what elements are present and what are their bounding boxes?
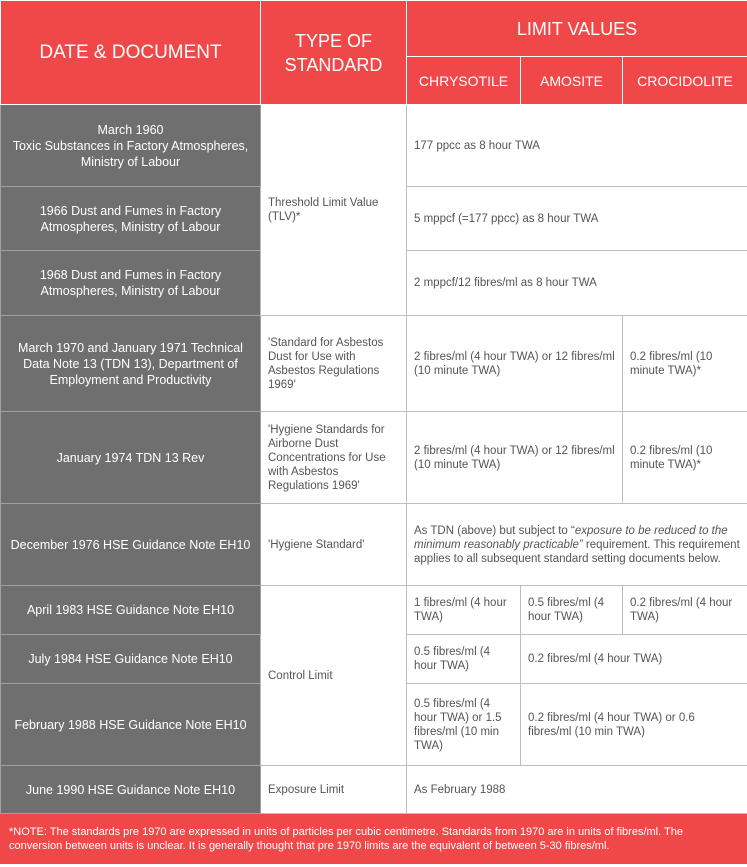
value-cell-chrysotile: 0.5 fibres/ml (4 hour TWA) or 1.5 fibres/ml (10 min TWA) xyxy=(407,684,521,766)
type-cell: Exposure Limit xyxy=(261,766,407,814)
table-row xyxy=(1,504,747,586)
date-cell: February 1988 HSE Guidance Note EH10 xyxy=(1,684,261,766)
header-type-of-standard: TYPE OF STANDARD xyxy=(261,1,407,105)
type-cell: 'Hygiene Standards for Airborne Dust Concentrations for Use with Asbestos Regulations 1969' xyxy=(261,412,407,504)
type-cell-control-limit: Control Limit xyxy=(261,586,407,766)
value-cell xyxy=(407,504,747,586)
table-row xyxy=(1,412,747,504)
header-date-document: DATE & DOCUMENT xyxy=(1,1,261,105)
table-row xyxy=(1,316,747,412)
value-cell-chrysotile: 0.5 fibres/ml (4 hour TWA) xyxy=(407,635,521,684)
table-row xyxy=(1,105,747,187)
date-cell: April 1983 HSE Guidance Note EH10 xyxy=(1,586,261,635)
type-cell: 'Hygiene Standard' xyxy=(261,504,407,586)
date-cell: 1966 Dust and Fumes in Factory Atmospheres, Ministry of Labour xyxy=(1,187,261,251)
value-cell-chrysotile: 1 fibres/ml (4 hour TWA) xyxy=(407,586,521,635)
table-row xyxy=(1,586,747,635)
date-line-2: Toxic Substances in Factory Atmospheres, Ministry of Labour xyxy=(12,138,249,169)
header-limit-values: LIMIT VALUES xyxy=(407,1,747,57)
table-row xyxy=(1,766,747,814)
header-chrysotile: CHRYSOTILE xyxy=(407,57,521,105)
header-amosite: AMOSITE xyxy=(521,57,623,105)
value-italic: exposure to be reduced to the minimum reasonably practicable” xyxy=(414,524,728,551)
value-cell-crocidolite: 0.2 fibres/ml (10 minute TWA)* xyxy=(623,412,747,504)
date-line-1: March 1960 xyxy=(97,122,164,137)
value-cell-amosite: 0.5 fibres/ml (4 hour TWA) xyxy=(521,586,623,635)
footnote: *NOTE: The standards pre 1970 are expressed in units of particles per cubic centimetre. Standards from 1970 are in units of fibres/ml. The conversion between units is unclear. It is generally thought that pre 1970 limits are the equivalent of between 5-30 fibres/ml. xyxy=(1,814,747,864)
header-crocidolite: CROCIDOLITE xyxy=(623,57,747,105)
value-cell-chrysotile-amosite: 2 fibres/ml (4 hour TWA) or 12 fibres/ml (10 minute TWA) xyxy=(407,412,623,504)
value-cell-crocidolite: 0.2 fibres/ml (10 minute TWA)* xyxy=(623,316,747,412)
value-cell: 177 ppcc as 8 hour TWA xyxy=(407,105,747,187)
value-cell: 2 mppcf/12 fibres/ml as 8 hour TWA xyxy=(407,251,747,316)
value-cell-crocidolite: 0.2 fibres/ml (4 hour TWA) xyxy=(623,586,747,635)
value-cell: As February 1988 xyxy=(407,766,747,814)
date-cell: March 1970 and January 1971 Technical Data Note 13 (TDN 13), Department of Employment and Productivity xyxy=(1,316,261,412)
value-cell: 5 mppcf (=177 ppcc) as 8 hour TWA xyxy=(407,187,747,251)
value-suffix: requirement. This requirement applies to all subsequent standard setting documents below. xyxy=(414,538,740,565)
value-cell-amosite-crocidolite: 0.2 fibres/ml (4 hour TWA) xyxy=(521,635,747,684)
value-cell-chrysotile-amosite: 2 fibres/ml (4 hour TWA) or 12 fibres/ml (10 minute TWA) xyxy=(407,316,623,412)
date-cell: 1968 Dust and Fumes in Factory Atmospheres, Ministry of Labour xyxy=(1,251,261,316)
value-cell-amosite-crocidolite: 0.2 fibres/ml (4 hour TWA) or 0.6 fibres/ml (10 min TWA) xyxy=(521,684,747,766)
type-cell: 'Standard for Asbestos Dust for Use with Asbestos Regulations 1969' xyxy=(261,316,407,412)
date-cell: January 1974 TDN 13 Rev xyxy=(1,412,261,504)
value-prefix: As TDN (above) but subject to “ xyxy=(414,524,575,537)
date-cell: June 1990 HSE Guidance Note EH10 xyxy=(1,766,261,814)
date-cell xyxy=(1,105,261,187)
date-cell: December 1976 HSE Guidance Note EH10 xyxy=(1,504,261,586)
type-cell-tlv: Threshold Limit Value (TLV)* xyxy=(261,105,407,316)
date-cell: July 1984 HSE Guidance Note EH10 xyxy=(1,635,261,684)
